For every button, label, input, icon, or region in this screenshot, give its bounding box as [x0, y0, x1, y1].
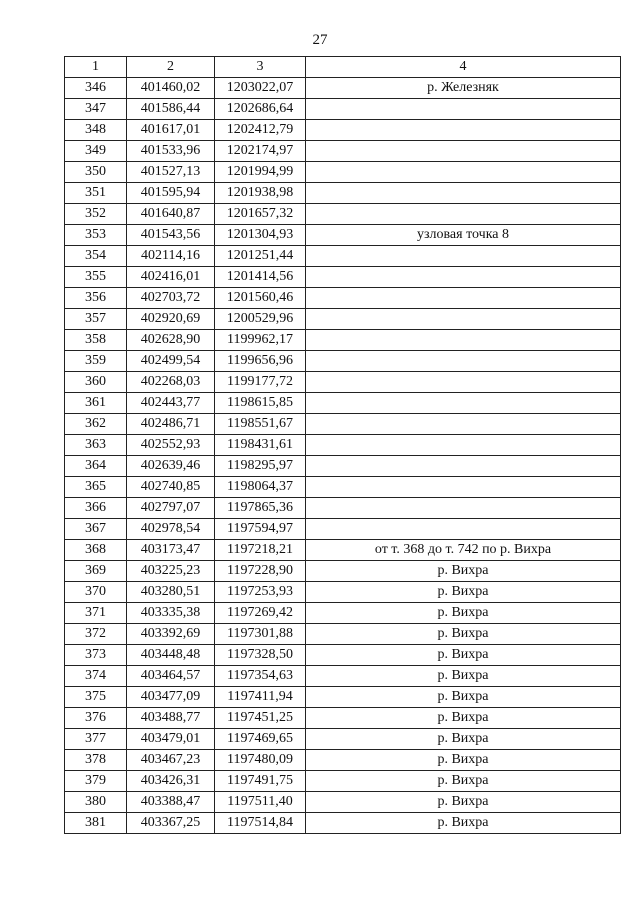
description-cell: р. Вихра	[306, 561, 621, 582]
point-number-cell: 348	[65, 120, 127, 141]
description-cell	[306, 456, 621, 477]
x-coordinate-cell: 402443,77	[127, 393, 215, 414]
x-coordinate-cell: 401460,02	[127, 78, 215, 99]
point-number-cell: 381	[65, 813, 127, 834]
description-cell	[306, 519, 621, 540]
x-coordinate-cell: 403426,31	[127, 771, 215, 792]
point-number-cell: 370	[65, 582, 127, 603]
y-coordinate-cell: 1197594,97	[215, 519, 306, 540]
y-coordinate-cell: 1197253,93	[215, 582, 306, 603]
description-cell: р. Вихра	[306, 813, 621, 834]
point-number-cell: 377	[65, 729, 127, 750]
y-coordinate-cell: 1202686,64	[215, 99, 306, 120]
description-cell	[306, 309, 621, 330]
y-coordinate-cell: 1197328,50	[215, 645, 306, 666]
table-body	[65, 78, 621, 834]
table-row	[65, 162, 621, 183]
point-number-cell: 346	[65, 78, 127, 99]
x-coordinate-cell: 403479,01	[127, 729, 215, 750]
table-row	[65, 225, 621, 246]
y-coordinate-cell: 1201251,44	[215, 246, 306, 267]
point-number-cell: 362	[65, 414, 127, 435]
table-row	[65, 78, 621, 99]
point-number-cell: 373	[65, 645, 127, 666]
table-row	[65, 414, 621, 435]
description-cell: р. Вихра	[306, 792, 621, 813]
description-cell: р. Вихра	[306, 771, 621, 792]
table-row	[65, 519, 621, 540]
description-cell	[306, 204, 621, 225]
x-coordinate-cell: 403448,48	[127, 645, 215, 666]
table-row	[65, 393, 621, 414]
point-number-cell: 363	[65, 435, 127, 456]
table-row	[65, 477, 621, 498]
y-coordinate-cell: 1199177,72	[215, 372, 306, 393]
x-coordinate-cell: 402740,85	[127, 477, 215, 498]
y-coordinate-cell: 1201994,99	[215, 162, 306, 183]
y-coordinate-cell: 1201414,56	[215, 267, 306, 288]
column-header-3: 3	[215, 57, 306, 78]
y-coordinate-cell: 1197269,42	[215, 603, 306, 624]
column-header-4: 4	[306, 57, 621, 78]
point-number-cell: 368	[65, 540, 127, 561]
table-row	[65, 309, 621, 330]
table-row	[65, 141, 621, 162]
y-coordinate-cell: 1197228,90	[215, 561, 306, 582]
description-cell	[306, 120, 621, 141]
y-coordinate-cell: 1199656,96	[215, 351, 306, 372]
point-number-cell: 358	[65, 330, 127, 351]
x-coordinate-cell: 402628,90	[127, 330, 215, 351]
y-coordinate-cell: 1202412,79	[215, 120, 306, 141]
table-row	[65, 540, 621, 561]
x-coordinate-cell: 403488,77	[127, 708, 215, 729]
description-cell	[306, 414, 621, 435]
y-coordinate-cell: 1198431,61	[215, 435, 306, 456]
description-cell: р. Вихра	[306, 582, 621, 603]
y-coordinate-cell: 1201304,93	[215, 225, 306, 246]
x-coordinate-cell: 403477,09	[127, 687, 215, 708]
point-number-cell: 372	[65, 624, 127, 645]
description-cell	[306, 267, 621, 288]
y-coordinate-cell: 1197469,65	[215, 729, 306, 750]
y-coordinate-cell: 1197491,75	[215, 771, 306, 792]
description-cell	[306, 99, 621, 120]
point-number-cell: 354	[65, 246, 127, 267]
description-cell	[306, 351, 621, 372]
point-number-cell: 376	[65, 708, 127, 729]
description-cell: р. Вихра	[306, 624, 621, 645]
table-row	[65, 267, 621, 288]
description-cell	[306, 330, 621, 351]
table-row	[65, 351, 621, 372]
description-cell	[306, 393, 621, 414]
table-row	[65, 330, 621, 351]
point-number-cell: 360	[65, 372, 127, 393]
y-coordinate-cell: 1197511,40	[215, 792, 306, 813]
y-coordinate-cell: 1197865,36	[215, 498, 306, 519]
table-row	[65, 561, 621, 582]
description-cell: р. Вихра	[306, 708, 621, 729]
table-header-row	[65, 57, 621, 78]
point-number-cell: 371	[65, 603, 127, 624]
y-coordinate-cell: 1201657,32	[215, 204, 306, 225]
point-number-cell: 379	[65, 771, 127, 792]
x-coordinate-cell: 402268,03	[127, 372, 215, 393]
point-number-cell: 352	[65, 204, 127, 225]
x-coordinate-cell: 402920,69	[127, 309, 215, 330]
y-coordinate-cell: 1198551,67	[215, 414, 306, 435]
table-row	[65, 666, 621, 687]
point-number-cell: 366	[65, 498, 127, 519]
y-coordinate-cell: 1203022,07	[215, 78, 306, 99]
y-coordinate-cell: 1201560,46	[215, 288, 306, 309]
point-number-cell: 359	[65, 351, 127, 372]
description-cell: узловая точка 8	[306, 225, 621, 246]
table-row	[65, 750, 621, 771]
table-row	[65, 456, 621, 477]
description-cell: р. Вихра	[306, 666, 621, 687]
x-coordinate-cell: 402797,07	[127, 498, 215, 519]
description-cell	[306, 246, 621, 267]
y-coordinate-cell: 1201938,98	[215, 183, 306, 204]
x-coordinate-cell: 403467,23	[127, 750, 215, 771]
y-coordinate-cell: 1197301,88	[215, 624, 306, 645]
table-row	[65, 246, 621, 267]
point-number-cell: 367	[65, 519, 127, 540]
point-number-cell: 378	[65, 750, 127, 771]
x-coordinate-cell: 403335,38	[127, 603, 215, 624]
table-row	[65, 183, 621, 204]
point-number-cell: 349	[65, 141, 127, 162]
x-coordinate-cell: 402552,93	[127, 435, 215, 456]
y-coordinate-cell: 1197354,63	[215, 666, 306, 687]
description-cell	[306, 372, 621, 393]
description-cell	[306, 288, 621, 309]
table-row	[65, 372, 621, 393]
x-coordinate-cell: 402978,54	[127, 519, 215, 540]
column-header-1: 1	[65, 57, 127, 78]
description-cell	[306, 477, 621, 498]
table-row	[65, 582, 621, 603]
x-coordinate-cell: 401640,87	[127, 204, 215, 225]
column-header-2: 2	[127, 57, 215, 78]
description-cell: р. Вихра	[306, 729, 621, 750]
x-coordinate-cell: 403464,57	[127, 666, 215, 687]
x-coordinate-cell: 401527,13	[127, 162, 215, 183]
table-row	[65, 204, 621, 225]
point-number-cell: 374	[65, 666, 127, 687]
table-row	[65, 771, 621, 792]
x-coordinate-cell: 403392,69	[127, 624, 215, 645]
point-number-cell: 355	[65, 267, 127, 288]
description-cell: р. Вихра	[306, 687, 621, 708]
table-row	[65, 645, 621, 666]
x-coordinate-cell: 401595,94	[127, 183, 215, 204]
table-row	[65, 498, 621, 519]
description-cell: р. Железняк	[306, 78, 621, 99]
table-row	[65, 435, 621, 456]
table-row	[65, 288, 621, 309]
table-row	[65, 603, 621, 624]
page-number: 27	[312, 32, 328, 48]
point-number-cell: 361	[65, 393, 127, 414]
x-coordinate-cell: 402486,71	[127, 414, 215, 435]
point-number-cell: 364	[65, 456, 127, 477]
coordinates-table	[64, 56, 621, 834]
description-cell: р. Вихра	[306, 645, 621, 666]
x-coordinate-cell: 402499,54	[127, 351, 215, 372]
y-coordinate-cell: 1197411,94	[215, 687, 306, 708]
point-number-cell: 357	[65, 309, 127, 330]
description-cell: р. Вихра	[306, 603, 621, 624]
x-coordinate-cell: 403225,23	[127, 561, 215, 582]
description-cell: от т. 368 до т. 742 по р. Вихра	[306, 540, 621, 561]
y-coordinate-cell: 1197514,84	[215, 813, 306, 834]
table-row	[65, 687, 621, 708]
description-cell	[306, 141, 621, 162]
y-coordinate-cell: 1202174,97	[215, 141, 306, 162]
table-row	[65, 708, 621, 729]
point-number-cell: 347	[65, 99, 127, 120]
point-number-cell: 375	[65, 687, 127, 708]
x-coordinate-cell: 402416,01	[127, 267, 215, 288]
point-number-cell: 380	[65, 792, 127, 813]
y-coordinate-cell: 1198615,85	[215, 393, 306, 414]
point-number-cell: 369	[65, 561, 127, 582]
description-cell	[306, 162, 621, 183]
description-cell	[306, 435, 621, 456]
point-number-cell: 356	[65, 288, 127, 309]
x-coordinate-cell: 402639,46	[127, 456, 215, 477]
description-cell: р. Вихра	[306, 750, 621, 771]
x-coordinate-cell: 401533,96	[127, 141, 215, 162]
table-row	[65, 813, 621, 834]
point-number-cell: 351	[65, 183, 127, 204]
description-cell	[306, 498, 621, 519]
x-coordinate-cell: 401617,01	[127, 120, 215, 141]
y-coordinate-cell: 1197451,25	[215, 708, 306, 729]
description-cell	[306, 183, 621, 204]
y-coordinate-cell: 1197480,09	[215, 750, 306, 771]
x-coordinate-cell: 402703,72	[127, 288, 215, 309]
x-coordinate-cell: 402114,16	[127, 246, 215, 267]
point-number-cell: 365	[65, 477, 127, 498]
table-row	[65, 120, 621, 141]
x-coordinate-cell: 401586,44	[127, 99, 215, 120]
table-row	[65, 624, 621, 645]
y-coordinate-cell: 1197218,21	[215, 540, 306, 561]
x-coordinate-cell: 403280,51	[127, 582, 215, 603]
x-coordinate-cell: 403388,47	[127, 792, 215, 813]
table-row	[65, 99, 621, 120]
point-number-cell: 353	[65, 225, 127, 246]
x-coordinate-cell: 403367,25	[127, 813, 215, 834]
point-number-cell: 350	[65, 162, 127, 183]
x-coordinate-cell: 401543,56	[127, 225, 215, 246]
x-coordinate-cell: 403173,47	[127, 540, 215, 561]
y-coordinate-cell: 1198295,97	[215, 456, 306, 477]
y-coordinate-cell: 1198064,37	[215, 477, 306, 498]
y-coordinate-cell: 1199962,17	[215, 330, 306, 351]
y-coordinate-cell: 1200529,96	[215, 309, 306, 330]
table-row	[65, 729, 621, 750]
table-row	[65, 792, 621, 813]
